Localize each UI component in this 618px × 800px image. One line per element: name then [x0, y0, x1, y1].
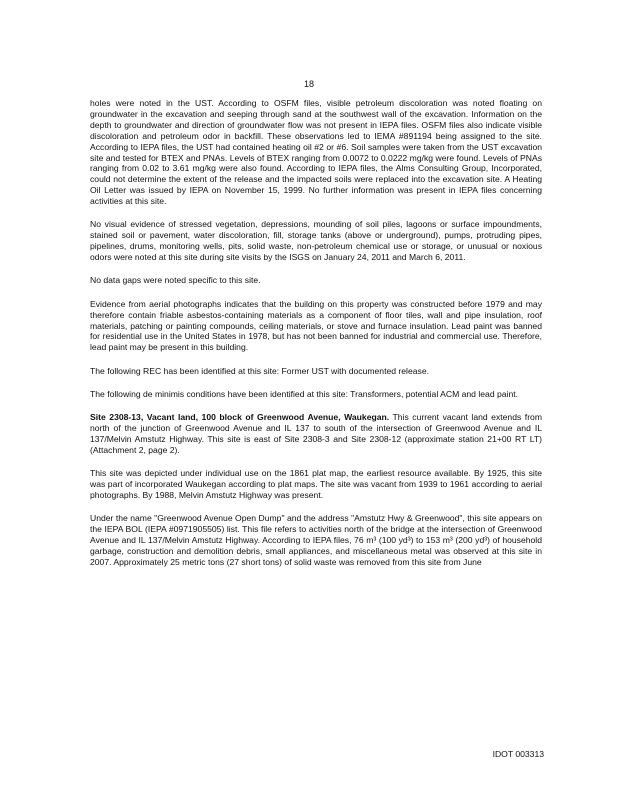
paragraph-ust-history: holes were noted in the UST. According to OSFM files, visible petroleum discoloration was noted floating on groundwater in the excavation and seeping through sand at the southwest wall of the excavation. Information on the depth to groundwater and direction of groundwater flow was not present in IEPA files. OSFM files also indicate visible discoloration and petroleum odor in backfill. These observations led to IEMA #891194 being assigned to the site. According to IEPA files, the UST had contained heating oil #2 or #6. Soil samples were taken from the UST excavation site and tested for BTEX and PNAs. Levels of BTEX ranging from 0.0072 to 0.0222 mg/kg were found. Levels of PNAs ranging from 0.02 to 3.61 mg/kg were also found. According to IEPA files, the Alms Consulting Group, Incorporated, could not determine the extent of the release and the impacted soils were replaced into the excavation site. A Heating Oil Letter was issued by IEPA on November 15, 1999. No further information was present in IEPA files concerning activities at this site.: [90, 98, 542, 207]
paragraph-open-dump: Under the name "Greenwood Avenue Open Dump" and the address "Amstutz Hwy & Greenwood", this site appears on the IEPA BOL (IEPA #0971905505) list. This file refers to activities north of the bridge at the intersection of Greenwood Avenue and IL 137/Melvin Amstutz Highway. According to IEPA files, 76 m³ (100 yd³) to 153 m³ (200 yd³) of household garbage, construction and demolition debris, small appliances, and miscellaneous metal was observed at this site in 2007. Approximately 25 metric tons (27 short tons) of solid waste was removed from this site from June: [90, 513, 542, 568]
paragraph-asbestos-lead: Evidence from aerial photographs indicates that the building on this property was constructed before 1979 and may therefore contain friable asbestos-containing materials as a component of floor tiles, wall and pipe insulation, roof materials, patching or painting compounds, ceiling materials, or stove and furnace insulation. Lead paint was banned for residential use in the United States in 1978, but has not been banned for industrial and commercial use. Therefore, lead paint may be present in this building.: [90, 298, 542, 353]
paragraph-data-gaps: No data gaps were noted specific to this site.: [90, 275, 261, 286]
site-description: This current vacant land extends from north of the junction of Greenwood Avenue and IL 137 to south of the intersection of Greenwood Avenue and IL 137/Melvin Amstutz Highway. This site is east of Site 2308-3 and Site 2308-12 (approximate station 21+00 RT LT) (Attachment 2, page 2).: [90, 412, 542, 455]
paragraph-site-history: This site was depicted under individual use on the 1861 plat map, the earliest resource available. By 1925, this site was part of incorporated Waukegan according to plat maps. The site was vacant from 1939 to 1961 according to aerial photographs. By 1988, Melvin Amstutz Highway was present.: [90, 468, 542, 501]
site-heading: Site 2308-13, Vacant land, 100 block of Greenwood Avenue, Waukegan.: [90, 412, 390, 423]
document-id: IDOT 003313: [492, 749, 544, 759]
body-text: [90, 98, 542, 580]
paragraph-de-minimis: The following de minimis conditions have been identified at this site: Transformers, potential ACM and lead paint.: [90, 388, 519, 399]
paragraph-site-visit: No visual evidence of stressed vegetation, depressions, mounding of soil piles, lagoons or surface impoundments, stained soil or pavement, water discoloration, fill, storage tanks (above or underground), pumps, protruding pipes, pipelines, drums, monitoring wells, pits, solid waste, non-petroleum chemical use or storage, or unusual or noxious odors were noted at this site during site visits by the ISGS on January 24, 2011 and March 6, 2011.: [90, 219, 542, 263]
paragraph-rec: The following REC has been identified at this site: Former UST with documented release.: [90, 365, 429, 376]
site-2308-13-paragraph: [90, 412, 542, 456]
page-number: 18: [303, 79, 314, 89]
